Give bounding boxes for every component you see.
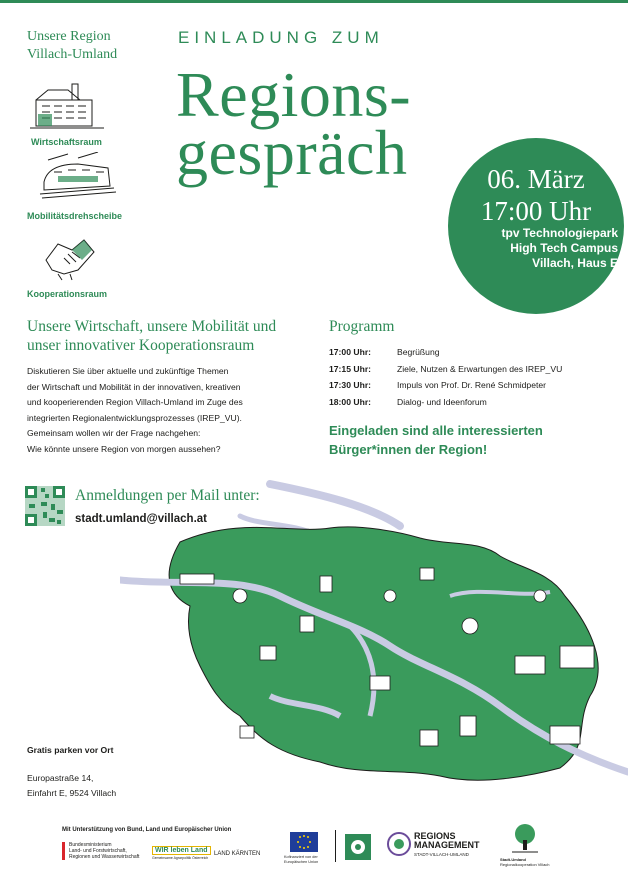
feature-label-kooperation: Kooperationsraum (27, 289, 108, 299)
top-rule (0, 0, 628, 3)
ministry-line-1: Bundesministerium (69, 842, 112, 848)
intro-line: Wie könnte unsere Region von morgen aussehen? (27, 443, 221, 454)
eu-line-1: Kofinanziert von der (284, 855, 318, 859)
program-time: 17:15 Uhr: (329, 364, 372, 374)
train-icon (38, 152, 118, 200)
feature-label-wirtschaft: Wirtschaftsraum (31, 137, 102, 147)
address-line-1: Europastraße 14, (27, 773, 94, 783)
program-item (329, 380, 546, 390)
leader-logo-icon (343, 832, 373, 862)
invite-line-2: Bürger*innen der Region! (329, 442, 488, 457)
program-text: Ziele, Nutzen & Erwartungen des IREP_VU (397, 364, 563, 374)
title-line-1: Regions- (176, 59, 412, 130)
land-kaernten-logo: LAND KÄRNTEN (214, 851, 261, 857)
program-text: Impuls von Prof. Dr. René Schmidpeter (397, 380, 547, 390)
handshake-icon (42, 230, 98, 282)
intro-heading-line-2: unser innovativer Kooperationsraum (27, 337, 255, 354)
program-time: 18:00 Uhr: (329, 397, 372, 407)
wir-leben-land-text: WIR leben Land (152, 846, 211, 855)
intro-line: der Wirtschaft und Mobilität in der innovativen, kreativen (27, 381, 241, 392)
eu-flag-icon (290, 832, 318, 852)
logo-divider (335, 830, 336, 862)
event-location (448, 226, 618, 271)
region-map (120, 476, 628, 788)
stadt-umland-logo-icon (508, 822, 542, 854)
parking-note: Gratis parken vor Ort (27, 745, 114, 755)
location-line-3: Villach, Haus E (532, 256, 618, 270)
program-time: 17:30 Uhr: (329, 380, 372, 390)
stadt-umland-logo (500, 857, 550, 867)
program-item (329, 364, 562, 374)
location-line-2: High Tech Campus (510, 241, 618, 255)
intro-line: Diskutieren Sie über aktuelle und zukünftige Themen (27, 366, 229, 376)
program-item (329, 347, 440, 357)
ministry-logo (62, 842, 139, 860)
wir-leben-land-logo (152, 846, 211, 861)
location-line-1: tpv Technologiepark (501, 226, 618, 240)
rm-line-3: STADT-VILLACH-UMLAND (414, 852, 469, 857)
region-line-1: Unsere Region (27, 29, 111, 44)
rm-line-1: REGIONS (414, 831, 456, 841)
registration-email-link[interactable]: stadt.umland@villach.at (75, 513, 207, 525)
intro-line: integrierten Regionalentwicklungsprozesses (IREP_VU). (27, 412, 242, 423)
wir-leben-land-sub: Gemeinsame Agrarpolitik Österreich (152, 856, 209, 860)
intro-text (27, 364, 243, 457)
invite-line-1: Eingeladen sind alle interessierten (329, 423, 543, 438)
rm-line-2: MANAGEMENT (414, 840, 480, 850)
invitation-kicker: EINLADUNG ZUM (178, 28, 384, 47)
program-text: Begrüßung (397, 347, 440, 357)
program-item (329, 397, 487, 407)
region-line-2: Villach-Umland (27, 47, 118, 62)
stadt-line-1: Stadt-Umland (500, 857, 526, 862)
regionsmanagement-logo-icon (386, 831, 412, 857)
event-date: 06. März (487, 164, 585, 194)
stadt-line-2: Regionalkooperation Villach (500, 862, 550, 867)
program-heading: Programm (329, 318, 395, 335)
region-title (27, 28, 117, 64)
event-datetime (448, 163, 624, 227)
factory-icon (28, 80, 108, 134)
intro-line: und kooperierenden Region Villach-Umland im Zuge des (27, 397, 243, 407)
qr-code-icon[interactable] (25, 486, 65, 526)
address-line-2: Einfahrt E, 9524 Villach (27, 788, 117, 798)
invitation-text (329, 421, 543, 459)
regionsmanagement-logo (414, 832, 480, 859)
program-text: Dialog- und Ideenforum (397, 397, 487, 407)
intro-heading-line-1: Unsere Wirtschaft, unsere Mobilität und (27, 318, 277, 335)
address (27, 771, 116, 801)
registration-heading: Anmeldungen per Mail unter: (75, 487, 260, 504)
feature-label-mobilitaet: Mobilitätsdrehscheibe (27, 211, 123, 221)
title-line-2: gespräch (176, 117, 408, 188)
support-note: Mit Unterstützung von Bund, Land und Europäischer Union (62, 827, 232, 833)
event-time: 17:00 Uhr (480, 196, 592, 226)
eu-line-2: Europäischen Union (284, 859, 319, 864)
intro-line: Gemeinsam wollen wir der Frage nachgehen: (27, 428, 201, 438)
intro-heading (27, 317, 276, 355)
program-time: 17:00 Uhr: (329, 347, 372, 357)
eu-caption (284, 855, 318, 864)
ministry-line-3: Regionen und Wasserwirtschaft (69, 854, 140, 860)
ministry-line-2: Land- und Forstwirtschaft, (69, 848, 127, 854)
